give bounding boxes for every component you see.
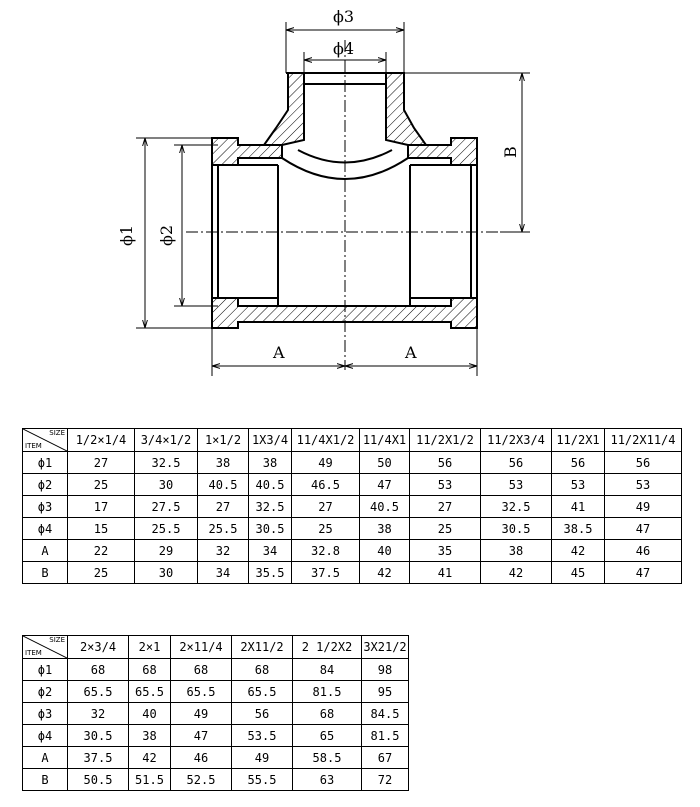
value-cell: 27.5 <box>135 496 198 518</box>
value-cell: 84.5 <box>362 703 409 725</box>
value-cell: 32.5 <box>481 496 552 518</box>
value-cell: 40.5 <box>198 474 249 496</box>
dim-label-phi3: ϕ3 <box>333 7 355 26</box>
size-header: 1/2×1/4 <box>68 429 135 452</box>
value-cell: 50.5 <box>68 769 129 791</box>
value-cell: 53 <box>410 474 481 496</box>
table-row <box>23 452 682 474</box>
item-cell: ϕ4 <box>23 725 68 747</box>
table-row <box>23 518 682 540</box>
item-cell: ϕ3 <box>23 496 68 518</box>
value-cell: 42 <box>129 747 171 769</box>
value-cell: 56 <box>481 452 552 474</box>
value-cell: 47 <box>171 725 232 747</box>
value-cell: 37.5 <box>292 562 360 584</box>
item-cell: A <box>23 540 68 562</box>
size-header: 2×11/4 <box>171 636 232 659</box>
value-cell: 56 <box>410 452 481 474</box>
size-header: 1×1/2 <box>198 429 249 452</box>
value-cell: 65.5 <box>232 681 293 703</box>
value-cell: 32 <box>68 703 129 725</box>
value-cell: 27 <box>198 496 249 518</box>
value-cell: 34 <box>198 562 249 584</box>
value-cell: 65.5 <box>171 681 232 703</box>
dim-label-a-left: A <box>273 343 285 362</box>
value-cell: 51.5 <box>129 769 171 791</box>
value-cell: 17 <box>68 496 135 518</box>
value-cell: 25 <box>68 562 135 584</box>
value-cell: 53 <box>605 474 682 496</box>
value-cell: 38 <box>198 452 249 474</box>
size-header: 11/2X11/4 <box>605 429 682 452</box>
value-cell: 27 <box>292 496 360 518</box>
value-cell: 42 <box>552 540 605 562</box>
value-cell: 40 <box>129 703 171 725</box>
item-cell: ϕ3 <box>23 703 68 725</box>
value-cell: 37.5 <box>68 747 129 769</box>
item-cell: ϕ4 <box>23 518 68 540</box>
value-cell: 41 <box>410 562 481 584</box>
value-cell: 29 <box>135 540 198 562</box>
size-header: 11/2X3/4 <box>481 429 552 452</box>
item-cell: A <box>23 747 68 769</box>
value-cell: 30 <box>135 474 198 496</box>
value-cell: 65.5 <box>129 681 171 703</box>
value-cell: 47 <box>605 518 682 540</box>
dim-label-phi1: ϕ1 <box>117 224 136 246</box>
corner-item-label: ITEM <box>25 442 42 450</box>
value-cell: 42 <box>481 562 552 584</box>
value-cell: 46 <box>605 540 682 562</box>
value-cell: 42 <box>360 562 410 584</box>
value-cell: 67 <box>362 747 409 769</box>
value-cell: 25.5 <box>135 518 198 540</box>
value-cell: 25 <box>410 518 481 540</box>
value-cell: 81.5 <box>293 681 362 703</box>
value-cell: 30.5 <box>68 725 129 747</box>
size-header: 11/4X1/2 <box>292 429 360 452</box>
value-cell: 68 <box>293 703 362 725</box>
size-header: 11/4X1 <box>360 429 410 452</box>
size-table-1 <box>22 428 682 584</box>
corner-cell <box>23 429 68 452</box>
value-cell: 65.5 <box>68 681 129 703</box>
value-cell: 27 <box>410 496 481 518</box>
value-cell: 32 <box>198 540 249 562</box>
value-cell: 58.5 <box>293 747 362 769</box>
corner-size-label: SIZE <box>49 429 65 437</box>
value-cell: 47 <box>605 562 682 584</box>
value-cell: 98 <box>362 659 409 681</box>
size-header: 1X3/4 <box>249 429 292 452</box>
value-cell: 40.5 <box>249 474 292 496</box>
item-cell: ϕ2 <box>23 681 68 703</box>
value-cell: 68 <box>232 659 293 681</box>
table-row <box>23 496 682 518</box>
value-cell: 49 <box>292 452 360 474</box>
table-row <box>23 769 409 791</box>
dim-label-phi4: ϕ4 <box>333 39 355 58</box>
dim-label-phi2: ϕ2 <box>157 224 176 246</box>
value-cell: 38 <box>249 452 292 474</box>
value-cell: 68 <box>129 659 171 681</box>
size-header: 2×1 <box>129 636 171 659</box>
value-cell: 46 <box>171 747 232 769</box>
value-cell: 15 <box>68 518 135 540</box>
item-cell: ϕ2 <box>23 474 68 496</box>
value-cell: 35 <box>410 540 481 562</box>
value-cell: 49 <box>171 703 232 725</box>
value-cell: 22 <box>68 540 135 562</box>
value-cell: 65 <box>293 725 362 747</box>
value-cell: 50 <box>360 452 410 474</box>
item-cell: B <box>23 769 68 791</box>
value-cell: 52.5 <box>171 769 232 791</box>
value-cell: 38 <box>360 518 410 540</box>
value-cell: 53 <box>481 474 552 496</box>
corner-item-label: ITEM <box>25 649 42 657</box>
table-row <box>23 562 682 584</box>
value-cell: 49 <box>232 747 293 769</box>
value-cell: 32.5 <box>135 452 198 474</box>
value-cell: 25 <box>292 518 360 540</box>
value-cell: 25.5 <box>198 518 249 540</box>
value-cell: 46.5 <box>292 474 360 496</box>
item-cell: ϕ1 <box>23 452 68 474</box>
value-cell: 40.5 <box>360 496 410 518</box>
value-cell: 68 <box>68 659 129 681</box>
dim-label-a-right: A <box>405 343 417 362</box>
reducing-tee-drawing <box>0 0 700 400</box>
size-header: 2 1/2X2 <box>293 636 362 659</box>
value-cell: 35.5 <box>249 562 292 584</box>
table-header-row <box>23 636 409 659</box>
size-header: 2X11/2 <box>232 636 293 659</box>
value-cell: 30.5 <box>481 518 552 540</box>
value-cell: 32.5 <box>249 496 292 518</box>
value-cell: 30.5 <box>249 518 292 540</box>
value-cell: 27 <box>68 452 135 474</box>
value-cell: 25 <box>68 474 135 496</box>
size-header: 3X21/2 <box>362 636 409 659</box>
dim-label-b: B <box>501 146 520 158</box>
size-header: 3/4×1/2 <box>135 429 198 452</box>
item-cell: B <box>23 562 68 584</box>
value-cell: 38 <box>481 540 552 562</box>
corner-cell <box>23 636 68 659</box>
table-row <box>23 540 682 562</box>
value-cell: 41 <box>552 496 605 518</box>
value-cell: 45 <box>552 562 605 584</box>
value-cell: 95 <box>362 681 409 703</box>
table-header-row <box>23 429 682 452</box>
size-header: 11/2X1/2 <box>410 429 481 452</box>
value-cell: 84 <box>293 659 362 681</box>
item-cell: ϕ1 <box>23 659 68 681</box>
table-row <box>23 703 409 725</box>
value-cell: 81.5 <box>362 725 409 747</box>
value-cell: 40 <box>360 540 410 562</box>
value-cell: 49 <box>605 496 682 518</box>
value-cell: 72 <box>362 769 409 791</box>
value-cell: 38 <box>129 725 171 747</box>
size-header: 2×3/4 <box>68 636 129 659</box>
size-table-2 <box>22 635 409 791</box>
value-cell: 30 <box>135 562 198 584</box>
value-cell: 63 <box>293 769 362 791</box>
value-cell: 32.8 <box>292 540 360 562</box>
table-row <box>23 659 409 681</box>
value-cell: 55.5 <box>232 769 293 791</box>
value-cell: 56 <box>605 452 682 474</box>
value-cell: 47 <box>360 474 410 496</box>
value-cell: 56 <box>552 452 605 474</box>
value-cell: 53 <box>552 474 605 496</box>
table-row <box>23 725 409 747</box>
corner-size-label: SIZE <box>49 636 65 644</box>
value-cell: 56 <box>232 703 293 725</box>
table-row <box>23 747 409 769</box>
value-cell: 34 <box>249 540 292 562</box>
value-cell: 38.5 <box>552 518 605 540</box>
value-cell: 68 <box>171 659 232 681</box>
size-header: 11/2X1 <box>552 429 605 452</box>
table-row <box>23 474 682 496</box>
value-cell: 53.5 <box>232 725 293 747</box>
table-row <box>23 681 409 703</box>
